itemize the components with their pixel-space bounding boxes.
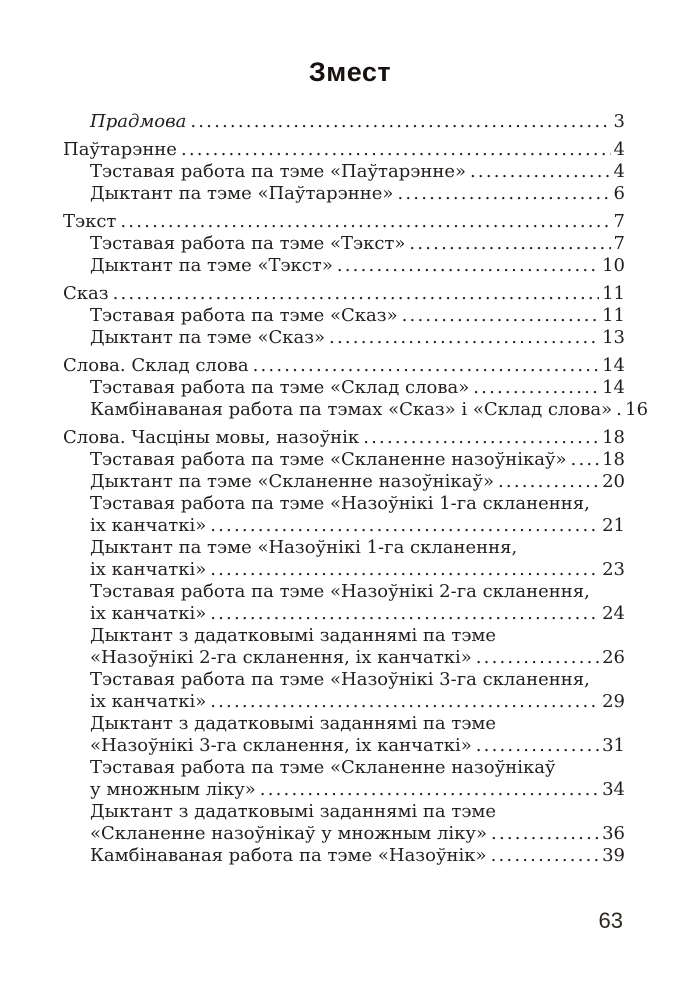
- dot-leader: [402, 305, 599, 327]
- toc-entry: [63, 427, 625, 449]
- toc-entry-line: [90, 515, 625, 537]
- toc-entry-page: 7: [613, 211, 625, 232]
- toc-entry-line: [63, 283, 625, 305]
- toc-entry-label: «Скланенне назоўнікаў у множным ліку»: [90, 823, 488, 844]
- toc-entry-page: 39: [602, 845, 625, 866]
- toc-entry: [63, 801, 625, 845]
- toc-entry: [63, 669, 625, 713]
- toc-entry-page: 21: [602, 515, 625, 536]
- toc-entry-page: 14: [602, 355, 625, 376]
- toc-entry-label: Дыктант з дадатковымі заданнямі па тэме: [90, 713, 497, 734]
- toc-entry: [63, 139, 625, 161]
- dot-leader: [470, 161, 611, 183]
- toc-entry-label: Тэставая работа па тэме «Паўтарэнне»: [90, 161, 466, 182]
- toc-entry-label: Дыктант з дадатковымі заданнямі па тэме: [90, 801, 497, 822]
- toc-entry-line: [90, 493, 625, 515]
- toc-entry-page: 7: [613, 233, 625, 254]
- dot-leader: [120, 211, 610, 233]
- dot-leader: [571, 449, 600, 471]
- toc-entry-label: Тэкст: [63, 211, 117, 232]
- dot-leader: [253, 355, 600, 377]
- toc-entry-page: 29: [602, 691, 625, 712]
- toc-entry-label: Дыктант з дадатковымі заданнямі па тэме: [90, 625, 497, 646]
- toc-entry-line: [90, 471, 625, 493]
- dot-leader: [476, 735, 599, 757]
- toc-entry-page: 4: [613, 139, 625, 160]
- toc-entry-line: [90, 559, 625, 581]
- dot-leader: [210, 559, 599, 581]
- toc-entry-label: Тэставая работа па тэме «Тэкст»: [90, 233, 406, 254]
- toc-entry-page: 26: [602, 647, 625, 668]
- toc-entry-label: іх канчаткі»: [90, 603, 207, 624]
- toc-entry-line: [90, 625, 625, 647]
- toc-entry-label: Камбінаваная работа па тэме «Назоўнік»: [90, 845, 487, 866]
- toc-entry-page: 3: [613, 111, 625, 132]
- toc-entry: [63, 283, 625, 305]
- toc-entry-line: [90, 449, 625, 471]
- dot-leader: [210, 691, 599, 713]
- page-title: Змест: [308, 57, 392, 87]
- toc-entry-label: Тэставая работа па тэме «Сказ»: [90, 305, 398, 326]
- toc-entry-page: 18: [602, 427, 625, 448]
- toc-entry: [63, 625, 625, 669]
- toc-entry-label: Сказ: [63, 283, 109, 304]
- toc-entry-page: 34: [602, 779, 625, 800]
- toc-entry: [63, 845, 625, 867]
- dot-leader: [329, 327, 599, 349]
- toc-entry-line: [90, 779, 625, 801]
- toc-entry-line: [90, 713, 625, 735]
- toc-entry-line: [90, 823, 625, 845]
- toc-entry-line: [90, 327, 625, 349]
- toc-entry-label: Камбінаваная работа па тэмах «Сказ» і «Склад слова»: [90, 399, 613, 420]
- toc-entry-line: [90, 801, 625, 823]
- toc-entry: [63, 377, 625, 399]
- toc-entry-page: 11: [602, 305, 625, 326]
- toc-entry: [63, 255, 625, 277]
- toc-entry: [63, 305, 625, 327]
- toc-entry-line: [63, 211, 625, 233]
- toc-entry-page: 14: [602, 377, 625, 398]
- toc-entry-label: Дыктант па тэме «Назоўнікі 1-га скланення,: [90, 537, 518, 558]
- toc-entry-label: у множным ліку»: [90, 779, 256, 800]
- toc-entry: [63, 327, 625, 349]
- toc-entry-label: іх канчаткі»: [90, 691, 207, 712]
- toc-entry: [63, 355, 625, 377]
- toc-entry-page: 11: [602, 283, 625, 304]
- toc-entry-label: Тэставая работа па тэме «Скланенне назоўнікаў: [90, 757, 556, 778]
- toc-entry-line: [90, 537, 625, 559]
- toc-entry-line: [90, 377, 625, 399]
- toc-entry: [63, 581, 625, 625]
- toc-entry: [63, 537, 625, 581]
- toc-entry-line: [90, 845, 625, 867]
- dot-leader: [616, 399, 622, 421]
- dot-leader: [397, 183, 610, 205]
- toc-entry-page: 16: [625, 399, 649, 420]
- folio-page-number: 63: [598, 908, 623, 933]
- toc-entry: [63, 111, 625, 133]
- toc-entry-line: [90, 735, 625, 757]
- dot-leader: [491, 823, 599, 845]
- dot-leader: [491, 845, 600, 867]
- toc-entry-label: Дыктант па тэме «Паўтарэнне»: [90, 183, 394, 204]
- toc-entry-page: 18: [602, 449, 625, 470]
- toc-entry: [63, 233, 625, 255]
- toc-entry: [63, 493, 625, 537]
- toc-entry-line: [63, 427, 625, 449]
- toc-entry: [63, 399, 649, 421]
- toc-entry-label: Паўтарэнне: [63, 139, 177, 160]
- toc-entry-page: 31: [602, 735, 625, 756]
- toc-entry-label: Тэставая работа па тэме «Склад слова»: [90, 377, 470, 398]
- toc-entry-line: [90, 183, 625, 205]
- toc-entry-line: [90, 399, 649, 421]
- dot-leader: [473, 377, 599, 399]
- toc-entry-page: 6: [613, 183, 625, 204]
- dot-leader: [337, 255, 599, 277]
- toc-entry-page: 20: [602, 471, 625, 492]
- toc-entry-page: 36: [602, 823, 625, 844]
- toc-entry-line: [90, 757, 625, 779]
- toc-entry-label: Тэставая работа па тэме «Назоўнікі 2-га скланення,: [90, 581, 590, 602]
- toc-entry-line: [90, 233, 625, 255]
- toc-entry: [63, 211, 625, 233]
- toc-entry-line: [90, 255, 625, 277]
- toc-entry: [63, 449, 625, 471]
- toc-entry: [63, 471, 625, 493]
- toc-entry-page: 13: [602, 327, 625, 348]
- toc-entry-label: Слова. Часціны мовы, назоўнік: [63, 427, 360, 448]
- table-of-contents: [63, 111, 649, 867]
- dot-leader: [113, 283, 600, 305]
- dot-leader: [210, 603, 599, 625]
- dot-leader: [498, 471, 599, 493]
- toc-entry-label: «Назоўнікі 2-га скланення, іх канчаткі»: [90, 647, 472, 668]
- toc-entry-line: [63, 139, 625, 161]
- toc-entry-page: 10: [602, 255, 625, 276]
- toc-entry-label: іх канчаткі»: [90, 515, 207, 536]
- dot-leader: [210, 515, 599, 537]
- toc-entry-line: [90, 305, 625, 327]
- toc-entry-page: 4: [613, 161, 625, 182]
- dot-leader: [260, 779, 599, 801]
- toc-entry-label: Слова. Склад слова: [63, 355, 249, 376]
- dot-leader: [181, 139, 611, 161]
- toc-entry-label: Дыктант па тэме «Сказ»: [90, 327, 326, 348]
- toc-entry-label: Тэставая работа па тэме «Скланенне назоўнікаў»: [90, 449, 567, 470]
- dot-leader: [190, 111, 610, 133]
- toc-entry-page: 23: [602, 559, 625, 580]
- toc-entry-label: «Назоўнікі 3-га скланення, іх канчаткі»: [90, 735, 472, 756]
- toc-entry-line: [90, 581, 625, 603]
- toc-entry-page: 24: [602, 603, 625, 624]
- dot-leader: [409, 233, 610, 255]
- toc-entry-line: [90, 647, 625, 669]
- toc-entry-label: Дыктант па тэме «Скланенне назоўнікаў»: [90, 471, 494, 492]
- toc-entry-label: Дыктант па тэме «Тэкст»: [90, 255, 333, 276]
- toc-entry-label: Тэставая работа па тэме «Назоўнікі 3-га скланення,: [90, 669, 590, 690]
- toc-entry-line: [90, 669, 625, 691]
- toc-entry-line: [90, 691, 625, 713]
- toc-entry-label: іх канчаткі»: [90, 559, 207, 580]
- toc-entry-line: [90, 603, 625, 625]
- toc-entry: [63, 161, 625, 183]
- toc-entry-label: Прадмова: [90, 111, 187, 132]
- toc-entry-label: Тэставая работа па тэме «Назоўнікі 1-га скланення,: [90, 493, 590, 514]
- dot-leader: [476, 647, 599, 669]
- toc-entry: [63, 183, 625, 205]
- toc-entry-line: [90, 161, 625, 183]
- toc-entry: [63, 713, 625, 757]
- toc-entry: [63, 757, 625, 801]
- toc-entry-line: [63, 355, 625, 377]
- toc-entry-line: [90, 111, 625, 133]
- dot-leader: [363, 427, 599, 449]
